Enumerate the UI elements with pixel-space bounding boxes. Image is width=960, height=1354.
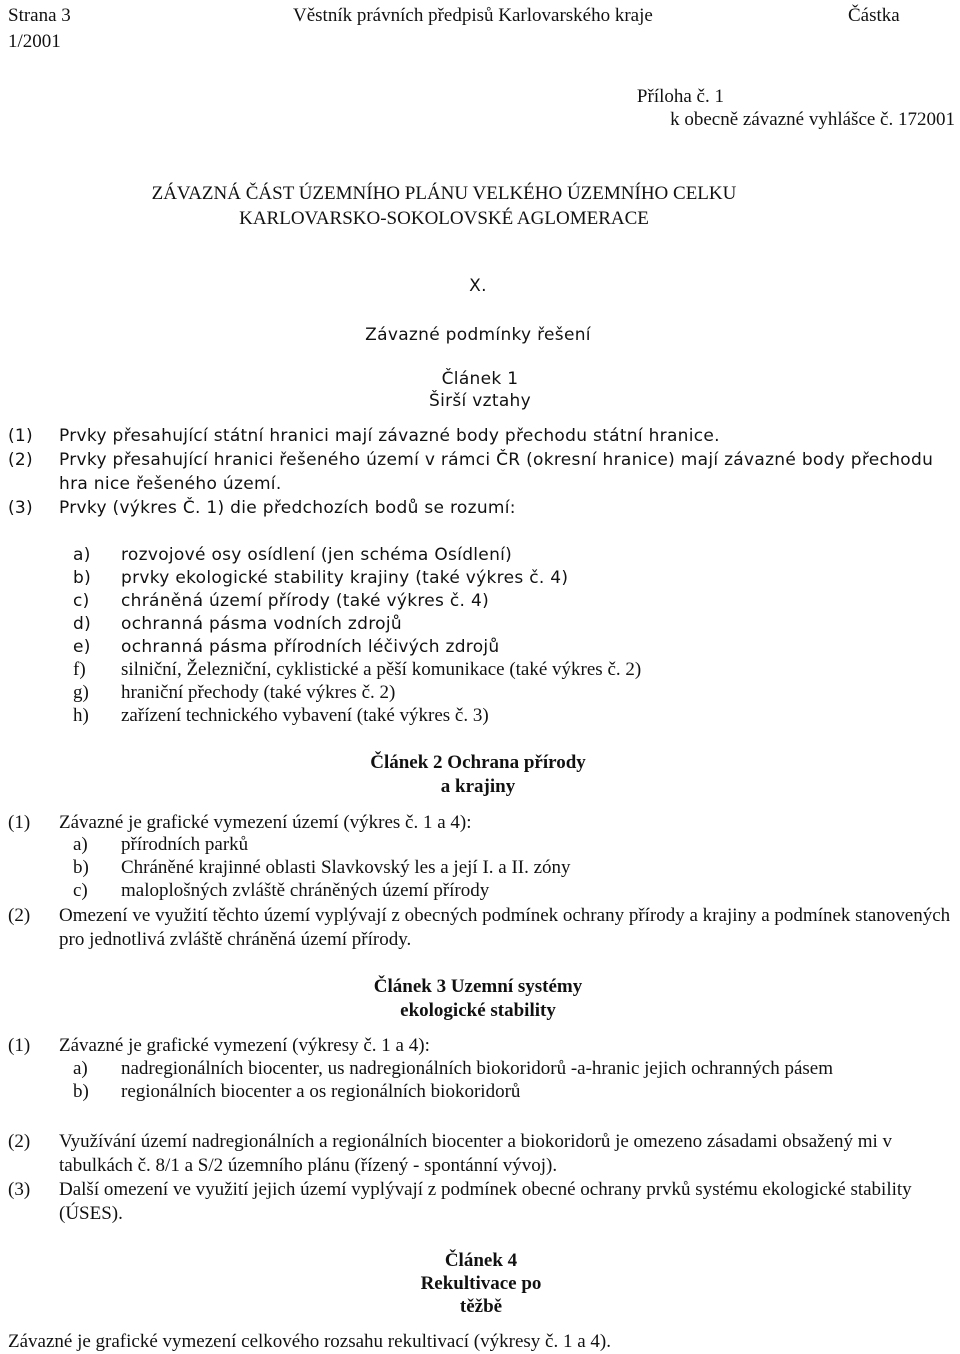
item-letter: f): [73, 659, 86, 680]
item-letter: b): [73, 857, 89, 878]
paragraph-number: (1): [8, 426, 33, 446]
article1-paragraph-2: [8, 448, 954, 496]
item-text: chráněná území přírody (také výkres č. 4): [121, 591, 489, 611]
paragraph-text: Využívání území nadregionálních a regionálních biocenter a biokoridorů je omezeno zásadami obsažený mi v tabulkách č. 8/1 a S/2 územního plánu (řízený - spontánní vývoj).: [59, 1131, 893, 1176]
paragraph-number: (1): [8, 1035, 31, 1056]
item-text: zařízení technického vybavení (také výkres č. 3): [121, 705, 489, 726]
item-text: rozvojové osy osídlení (jen schéma Osídlení): [121, 545, 513, 565]
article4-subtitle: Rekultivace po: [420, 1273, 542, 1294]
article3-subtitle: ekologické stability: [400, 1000, 556, 1021]
item-letter: b): [73, 568, 92, 588]
article2-subtitle: a krajiny: [440, 776, 516, 797]
paragraph-text: Závazné je grafické vymezení (výkresy č. 1 a 4):: [59, 1035, 430, 1056]
paragraph-number: (2): [8, 450, 33, 470]
main-title-line2: KARLOVARSKO-SOKOLOVSKÉ AGLOMERACE: [239, 208, 649, 229]
item-text: prvky ekologické stability krajiny (také výkres č. 4): [121, 568, 569, 588]
article4-subtitle-2: těžbě: [459, 1296, 503, 1317]
paragraph-text: Omezení ve využití těchto území vyplývají z obecných podmínek ochrany přírody a krajiny a podmínek stanovených pro jednotlivá zvláště chráněná území přírody.: [59, 905, 951, 950]
article2-title: Článek 2 Ochrana přírody: [370, 752, 586, 773]
item-text: ochranná pásma vodních zdrojů: [121, 614, 402, 634]
item-text: hraniční přechody (také výkres č. 2): [121, 682, 396, 703]
article3-paragraph-3: [8, 1178, 954, 1226]
paragraph-number: (1): [8, 812, 31, 833]
article4-title: Článek 4: [444, 1250, 518, 1271]
paragraph-text: Prvky (výkres Č. 1) die předchozích bodů se rozumí:: [59, 498, 516, 518]
item-text: regionálních biocenter a os regionálních biokoridorů: [121, 1081, 521, 1102]
paragraph-text: Prvky přesahující státní hranici mají závazné body přechodu státní hranice.: [59, 426, 720, 446]
item-letter: h): [73, 705, 89, 726]
item-letter: e): [73, 637, 91, 657]
appendix-reference: k obecně závazné vyhlášce č. 172001: [670, 109, 955, 130]
item-text: silniční, Železniční, cyklistické a pěší komunikace (také výkres č. 2): [121, 659, 642, 680]
section-heading: Závazné podmínky řešení: [365, 325, 591, 345]
paragraph-number: (2): [8, 905, 31, 926]
item-letter: c): [73, 591, 90, 611]
section-number: X.: [469, 276, 487, 296]
paragraph-text: Další omezení ve využití jejich území vyplývají z podmínek obecné ochrany prvků systému ekologické stability (ÚSES).: [59, 1179, 912, 1224]
article3-paragraph-2: [8, 1130, 954, 1178]
item-letter: b): [73, 1081, 89, 1102]
item-text: ochranná pásma přírodních léčivých zdrojů: [121, 637, 500, 657]
paragraph-number: (3): [8, 1179, 31, 1200]
paragraph-text: Prvky přesahující hranici řešeného území v rámci ČR (okresní hranice) mají závazné body přechodu hra nice řešeného území.: [59, 450, 934, 494]
item-text: Chráněné krajinné oblasti Slavkovský les a její I. a II. zóny: [121, 857, 571, 878]
appendix-label: Příloha č. 1: [636, 86, 724, 107]
item-text: nadregionálních biocenter, us nadregionálních biokoridorů -a-hranic jejich ochranných pásem: [121, 1058, 833, 1079]
article1-subtitle: Širší vztahy: [429, 391, 531, 411]
article2-paragraph-2: [8, 904, 954, 952]
paragraph-text: Závazné je grafické vymezení území (výkres č. 1 a 4):: [59, 812, 472, 833]
item-text: přírodních parků: [121, 834, 249, 855]
article1-title: Článek 1: [441, 369, 519, 389]
main-title-line1: ZÁVAZNÁ ČÁST ÚZEMNÍHO PLÁNU VELKÉHO ÚZEMNÍHO CELKU: [151, 183, 737, 204]
item-letter: g): [73, 682, 89, 703]
issue-number: 1/2001: [8, 31, 61, 52]
item-letter: a): [73, 834, 88, 855]
paragraph-number: (3): [8, 498, 33, 518]
article3-title: Článek 3 Uzemní systémy: [373, 976, 583, 997]
item-letter: a): [73, 1058, 88, 1079]
item-letter: c): [73, 880, 88, 901]
item-letter: d): [73, 614, 92, 634]
item-letter: a): [73, 545, 91, 565]
article4-text: Závazné je grafické vymezení celkového rozsahu rekultivací (výkresy č. 1 a 4).: [8, 1331, 611, 1352]
paragraph-number: (2): [8, 1131, 31, 1152]
journal-title: Věstník právních předpisů Karlovarského kraje: [293, 5, 653, 26]
issue-label: Částka: [848, 5, 900, 26]
item-text: maloplošných zvláště chráněných území přírody: [121, 880, 490, 901]
page-number: Strana 3: [8, 5, 71, 26]
